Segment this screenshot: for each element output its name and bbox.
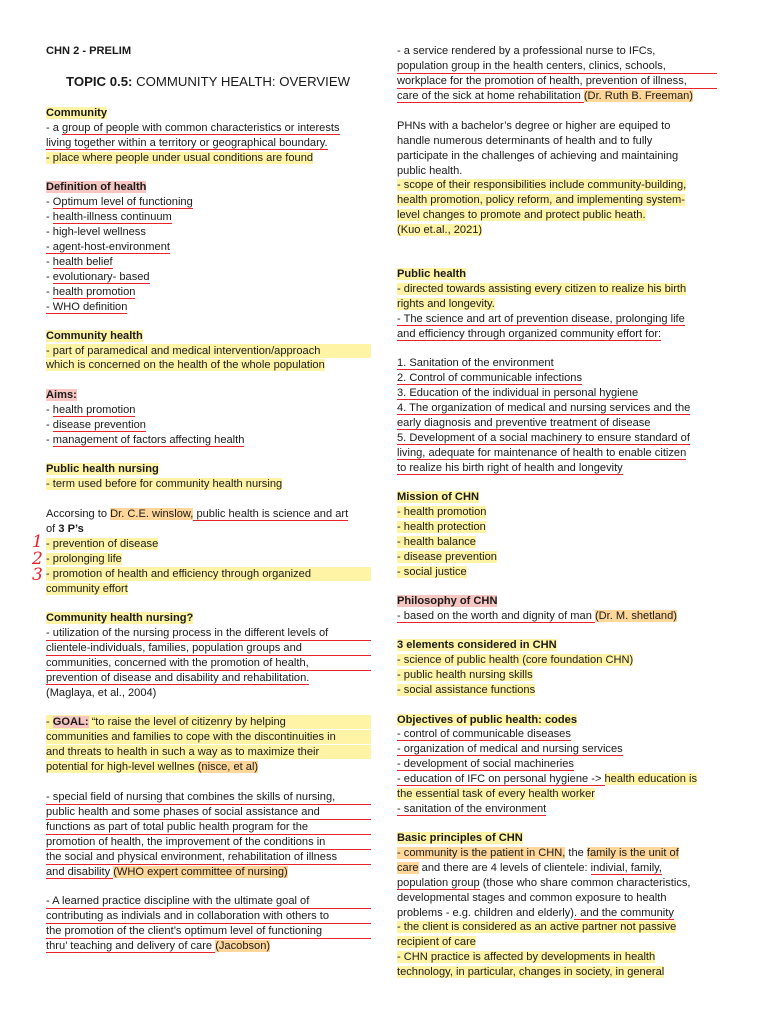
section-phn-title: Public health nursing [46,463,159,475]
principles-line: population group (those who share common characteristics, [397,877,691,889]
definition-item: - health-illness continuum [46,211,172,223]
topic-prefix: TOPIC 0.5: [66,74,133,89]
service-line: workplace for the promotion of health, prevention of illness, [397,74,717,89]
definition-item: - health promotion [46,286,136,298]
service-line: population group in the health centers, clinics, schools, [397,59,717,74]
aims-item: - health promotion [46,404,136,416]
service-line: - a service rendered by a professional nurse to IFCs, [397,45,656,57]
principles-line: technology, in particular, changes in society, in general [397,966,665,978]
objectives-item: the essential task of every health worker [397,788,595,800]
section-aims-title: Aims: [46,389,77,401]
phns-scope: level changes to promote and protect public heath. [397,209,646,221]
service-line: care of the sick at home rehabilitation (Dr. Ruth B. Freeman) [397,90,693,102]
special-line: promotion of health, the improvement of the conditions in [46,835,371,850]
definition-item: - evolutionary- based [46,271,150,283]
section-community-health-title: Community health [46,330,143,342]
mission-item: - health balance [397,536,476,548]
topic-title: COMMUNITY HEALTH: OVERVIEW [132,74,351,89]
section-chn-title: Community health nursing? [46,612,194,624]
phns-line: PHNs with a bachelor’s degree or higher are equiped to [397,120,671,132]
public-health-item: early diagnosis and preventive treatment of disease [397,417,651,429]
definition-item: - agent-host-environment [46,241,170,253]
chn-citation: (Maglaya, et al., 2004) [46,687,157,699]
objectives-item: - sanitation of the environment [397,803,547,815]
community-health-line-2: which is concerned on the health of the whole population [46,359,325,371]
phns-scope: health promotion, policy reform, and implementing system- [397,194,685,206]
special-line: the social and physical environment, rehabilitation of illness [46,850,371,865]
goal-line-4: potential for high-level wellnes (nisce, et al) [46,761,259,773]
principles-line: recipient of care [397,936,476,948]
special-line: functions as part of total public health program for the [46,820,371,835]
chn-line: clientele-individuals, families, population groups and [46,641,371,656]
winslow-line-1: Accorsing to Dr. C.E. winslow, public health is science and art [46,508,349,520]
community-line-3: - place where people under usual conditions are found [46,152,314,164]
community-line-2: living together within a territory or geographical boundary. [46,137,328,149]
principles-line: - CHN practice is affected by developments in health [397,951,656,963]
section-community-title: Community [46,107,108,119]
phns-citation: (Kuo et.al., 2021) [397,224,483,236]
mission-item: - health promotion [397,506,487,518]
objectives-item: - education of IFC on personal hygiene -> health education is [397,773,698,785]
section-principles-title: Basic principles of CHN [397,832,523,844]
chn-line: - utilization of the nursing process in the different levels of [46,626,371,641]
chn-line: prevention of disease and disability and rehabilitation. [46,672,310,684]
principles-line: problems - e.g. children and elderly). and the community [397,907,674,919]
public-health-line: - The science and art of prevention disease, prolonging life [397,313,685,325]
elements-item: - social assistance functions [397,684,536,696]
section-public-health-title: Public health [397,268,467,280]
public-health-item: 3. Education of the individual in personal hygiene [397,387,639,399]
phn-line-1: - term used before for community health nursing [46,478,283,490]
handwritten-mark-2: 2 [32,549,43,569]
phns-line: participate in the challenges of achieving and maintaining [397,150,679,162]
learned-line: - A learned practice discipline with the ultimate goal of [46,894,371,909]
goal-line-1: - GOAL: “to raise the level of citizenry by helping [46,715,371,729]
elements-item: - science of public health (core foundation CHN) [397,654,634,666]
principles-line: - the client is considered as an active partner not passive [397,921,677,933]
public-health-item: 2. Control of communicable infections [397,372,582,384]
phns-scope: - scope of their responsibilities include community-building, [397,179,687,191]
principles-line: developmental stages and common exposure to health [397,892,667,904]
objectives-item: - control of communicable diseases [397,728,571,740]
objectives-item: - organization of medical and nursing services [397,743,623,755]
community-health-line-1: - part of paramedical and medical intervention/approach [46,344,371,358]
goal-line-3: and threats to health in such a way as to maximize their [46,745,371,759]
section-definition-title: Definition of health [46,181,147,193]
section-elements-title: 3 elements considered in CHN [397,639,557,651]
special-line: and disability (WHO expert committee of nursing) [46,866,288,878]
handwritten-mark-1: 1 [32,532,43,552]
definition-item: - health belief [46,256,113,268]
special-line: public health and some phases of social assistance and [46,805,371,820]
definition-item: - Optimum level of functioning [46,196,193,208]
definition-item: - high-level wellness [46,226,146,238]
public-health-line: rights and longevity. [397,298,495,310]
aims-item: - management of factors affecting health [46,434,245,446]
public-health-item: 4. The organization of medical and nursing services and the [397,402,691,414]
chn-line: communities, concerned with the promotion of health, [46,656,371,671]
learned-line: the promotion of the client’s optimum level of functioning [46,924,371,939]
philosophy-line: - based on the worth and dignity of man (Dr. M. shetland) [397,610,677,622]
course-header: CHN 2 - PRELIM [46,45,132,57]
public-health-item: 1. Sanitation of the environment [397,357,554,369]
mission-item: - disease prevention [397,551,497,563]
objectives-item: - development of social machineries [397,758,574,770]
goal-line-2: communities and families to cope with the discontinuities in [46,730,371,744]
community-line-1: - a group of people with common characteristics or interests [46,122,340,134]
handwritten-mark-3: 3 [32,565,43,585]
special-line: - special field of nursing that combines the skills of nursing, [46,790,371,805]
winslow-p2: - prolonging life [46,553,122,565]
learned-line: contributing as indivials and in collaboration with others to [46,909,371,924]
section-philosophy-title: Philosophy of CHN [397,595,498,607]
mission-item: - health protection [397,521,486,533]
winslow-line-2: of 3 P’s [46,523,84,535]
public-health-line: - directed towards assisting every citizen to realize his birth [397,283,687,295]
public-health-item: living, adequate for maintenance of health to enable citizen [397,447,687,459]
section-mission-title: Mission of CHN [397,491,479,503]
elements-item: - public health nursing skills [397,669,533,681]
principles-line: - community is the patient in CHN, the family is the unit of [397,847,679,859]
definition-item: - WHO definition [46,301,128,313]
section-objectives-title: Objectives of public health: codes [397,714,578,726]
page-title [66,75,371,89]
public-health-line: and efficiency through organized community effort for: [397,328,662,340]
winslow-p3b: community effort [46,583,128,595]
phns-line: public health. [397,165,463,177]
principles-line: care and there are 4 levels of clientele: indivial, family, [397,862,662,874]
public-health-item: 5. Development of a social machinery to ensure standard of [397,432,690,444]
winslow-p3: - promotion of health and efficiency through organized [46,567,371,581]
aims-item: - disease prevention [46,419,146,431]
mission-item: - social justice [397,566,467,578]
winslow-p1: - prevention of disease [46,538,159,550]
public-health-item: to realize his birth right of health and longevity [397,462,623,474]
learned-line: thru’ teaching and delivery of care (Jacobson) [46,940,271,952]
phns-line: handle numerous determinants of health and to fully [397,135,653,147]
